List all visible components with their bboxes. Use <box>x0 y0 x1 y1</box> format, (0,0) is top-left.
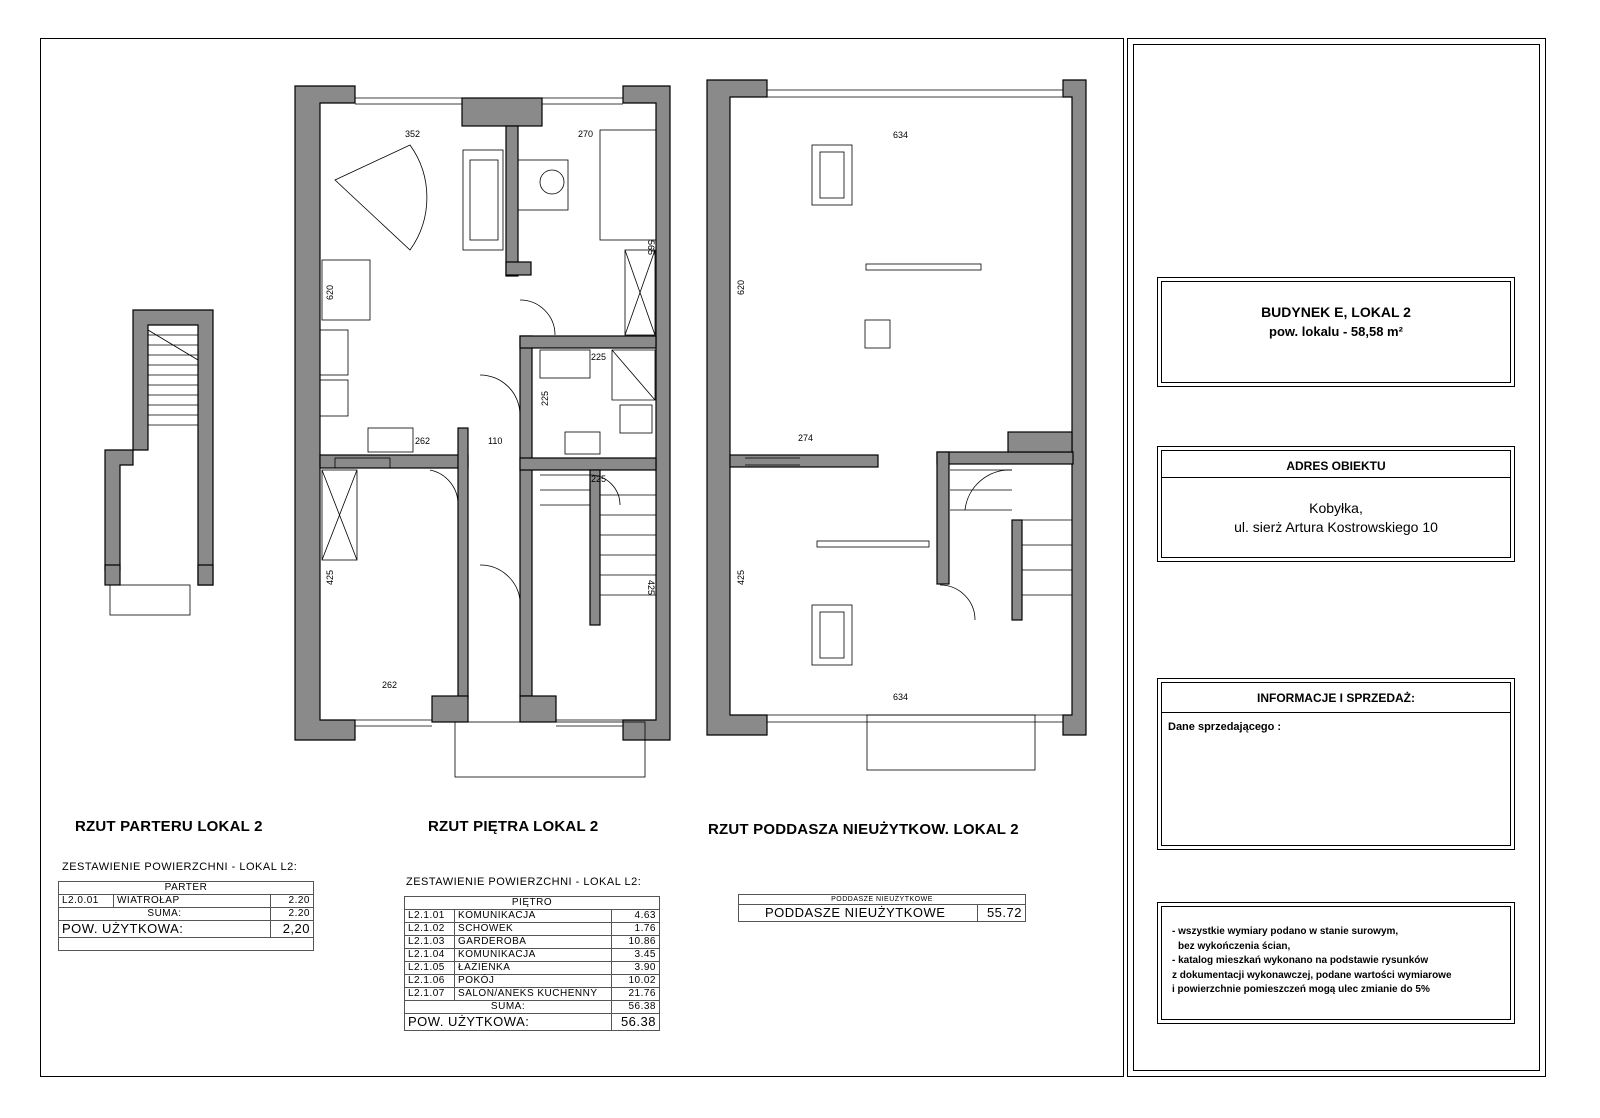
table-row: L2.1.05 ŁAZIENKA 3.90 <box>405 962 660 975</box>
address-header: ADRES OBIEKTU <box>1286 459 1386 473</box>
first-plan-title: RZUT PIĘTRA LOKAL 2 <box>428 818 599 835</box>
ground-plan-title: RZUT PARTERU LOKAL 2 <box>75 818 263 835</box>
svg-text:262: 262 <box>382 680 398 690</box>
attic-area-table: PODDASZE NIEUŻYTKOWE PODDASZE NIEUŻYTKOWE 55.72 <box>738 894 1026 922</box>
attic-plan-title: RZUT PODDASZA NIEUŻYTKOW. LOKAL 2 <box>708 821 1019 838</box>
table-row: L2.1.03 GARDEROBA 10.86 <box>405 936 660 949</box>
notes-box <box>1157 902 1515 1024</box>
sales-header: INFORMACJE I SPRZEDAŻ: <box>1256 691 1415 705</box>
table-row: L2.1.06 POKÓJ 10.02 <box>405 975 660 988</box>
ground-area-table: PARTER L2.0.01 WIATROŁAP 2.20 SUMA: 2.20 POW. UŻYTKOWA: 2,20 <box>58 881 314 951</box>
table-row: L2.1.04 KOMUNIKACJA 3.45 <box>405 949 660 962</box>
table-row: L2.1.02 SCHOWEK 1.76 <box>405 923 660 936</box>
ground-walls <box>133 310 213 585</box>
svg-text:225: 225 <box>540 390 550 406</box>
svg-text:225: 225 <box>591 474 607 484</box>
first-area-table: PIĘTRO L2.1.01 KOMUNIKACJA 4.63 L2.1.02 SCHOWEK 1.76 L2.1.03 GARDEROBA 10.86 L2.1.04 KOMUNIKACJA 3.45 L2.1.05 ŁAZIENKA 3.90 L2.1.06 POKÓJ 10.02 L2.1.07 SALON/ANEKS KUCHENNY 21.76 SUMA: 56.38 POW. UŻYTKOWA: 56.38 <box>404 896 660 1031</box>
first-floor-walls <box>295 86 355 740</box>
table-row: L2.1.01 KOMUNIKACJA 4.63 <box>405 910 660 923</box>
attic-walls <box>707 80 767 735</box>
address-city: Kobyłka, <box>1309 500 1363 516</box>
svg-text:270: 270 <box>578 129 594 139</box>
building-line: BUDYNEK E, LOKAL 2 <box>1261 304 1411 320</box>
address-street: ul. sierż Artura Kostrowskiego 10 <box>1234 519 1438 535</box>
sales-box <box>1157 678 1515 850</box>
svg-text:620: 620 <box>325 284 335 300</box>
area-line: pow. lokalu - 58,58 m² <box>1269 324 1403 339</box>
ground-table-caption: ZESTAWIENIE POWIERZCHNI - LOKAL L2: <box>62 861 298 873</box>
svg-text:425: 425 <box>325 569 335 585</box>
svg-text:634: 634 <box>893 130 909 140</box>
svg-text:274: 274 <box>798 433 814 443</box>
svg-text:620: 620 <box>736 279 746 295</box>
svg-text:565: 565 <box>646 240 656 256</box>
svg-text:110: 110 <box>488 436 503 446</box>
notes-text: - wszystkie wymiary podano w stanie surowym, bez wykończenia ścian, - katalog mieszkań wykonano na podstawie rysunków z dokumentacji wykonawczej, podane wartości wymiarowe i powierzchnie pomieszczeń mogą ulec zmianie do 5% <box>1172 926 1452 995</box>
svg-text:425: 425 <box>736 569 746 585</box>
ground-section: PARTER <box>59 882 314 895</box>
first-table-caption: ZESTAWIENIE POWIERZCHNI - LOKAL L2: <box>406 876 642 888</box>
table-row: L2.1.07 SALON/ANEKS KUCHENNY 21.76 <box>405 988 660 1001</box>
svg-text:634: 634 <box>893 692 909 702</box>
svg-text:425: 425 <box>646 580 656 596</box>
building-info-box <box>1157 277 1515 387</box>
svg-text:262: 262 <box>415 436 431 446</box>
seller-label: Dane sprzedającego : <box>1168 721 1282 733</box>
svg-text:225: 225 <box>591 352 607 362</box>
table-row: L2.0.01 WIATROŁAP 2.20 <box>59 895 314 908</box>
dim-text: 352 <box>405 129 421 139</box>
address-box <box>1157 446 1515 562</box>
